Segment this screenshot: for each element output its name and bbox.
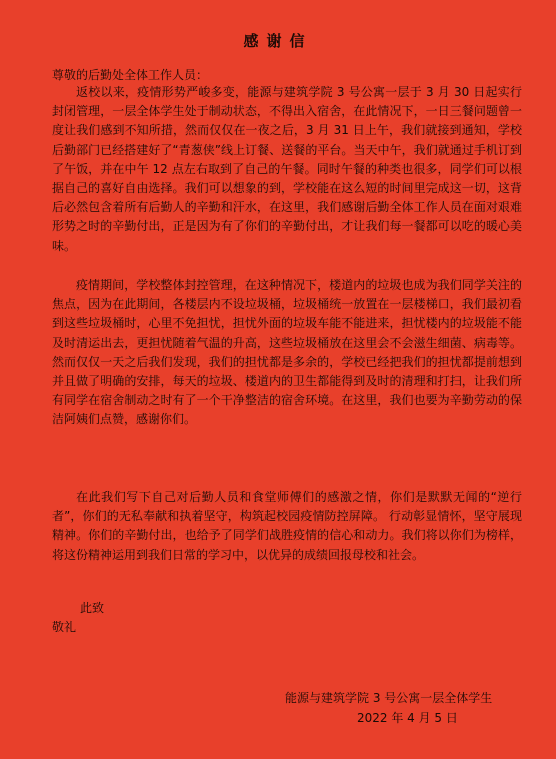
closing-line-1: 此致: [80, 601, 105, 615]
letter-salutation: 尊敬的后勤处全体工作人员：: [52, 68, 209, 82]
closing-line-2: 敬礼: [52, 620, 77, 634]
letter-paragraph-3: 在此我们写下自己对后勤人员和食堂师傅们的感激之情，你们是默默无闻的“逆行者”，你们的无私奉献和执着坚守，构筑起校园疫情防控屏障。 行动彰显情怀，坚守展现精神。你们的辛勤付出，也给予了同学们战胜疫情的信心和动力。我们将以你们为榜样，将这份精神运用到我们日常的学习中，以优异的成绩回报母校和社会。: [52, 490, 522, 562]
letter-title: 感谢信: [243, 32, 313, 50]
letter-paragraph-2: 疫情期间，学校整体封控管理，在这种情况下，楼道内的垃圾也成为我们同学关注的焦点，因为在此期间，各楼层内不设垃圾桶，垃圾桶统一放置在一层楼梯口，我们最初看到这些垃圾桶时，心里不免担忧，担忧外面的垃圾车能不能进来，担忧楼内的垃圾能不能及时清运出去，更担忧随着气温的升高，这些垃圾桶放在这里会不会滋生细菌、病毒等。然而仅仅一天之后我们发现，我们的担忧都是多余的，学校已经把我们的担忧都提前想到并且做了明确的安排，每天的垃圾、楼道内的卫生都能得到及时的清理和打扫，让我们所有同学在宿舍制动之时有了一个干净整洁的宿舍环境。在这里，我们也要为辛勤劳动的保洁阿姨们点赞，感谢你们。: [52, 278, 522, 427]
letter-signature: 能源与建筑学院 3 号公寓一层全体学生: [285, 691, 493, 705]
letter-paragraph-1: 返校以来，疫情形势严峻多变，能源与建筑学院 3 号公寓一层于 3 月 30 日起实行封闭管理，一层全体学生处于制动状态，不得出入宿舍，在此情况下，一日三餐问题曾一度让我们感到不知所措，然而仅仅在一夜之后，3 月 31 日上午，我们就接到通知，学校后勤部门已经搭建好了“青葱侠”线上订餐、送餐的平台。当天中午，我们就通过手机订到了午饭，并在中午 12 点左右取到了自己的午餐。同时午餐的种类也很多，同学们可以根据自己的喜好自由选择。我们可以想象的到，学校能在这么短的时间里完成这一切，这背后必然包含着所有后勤人的辛勤和汗水，在这里，我们感谢后勤全体工作人员在面对艰难形势之时的辛勤付出，正是因为有了你们的辛勤付出，才让我们每一餐都可以吃的暖心美味。: [52, 85, 522, 253]
letter-date: 2022 年 4 月 5 日: [357, 711, 458, 725]
